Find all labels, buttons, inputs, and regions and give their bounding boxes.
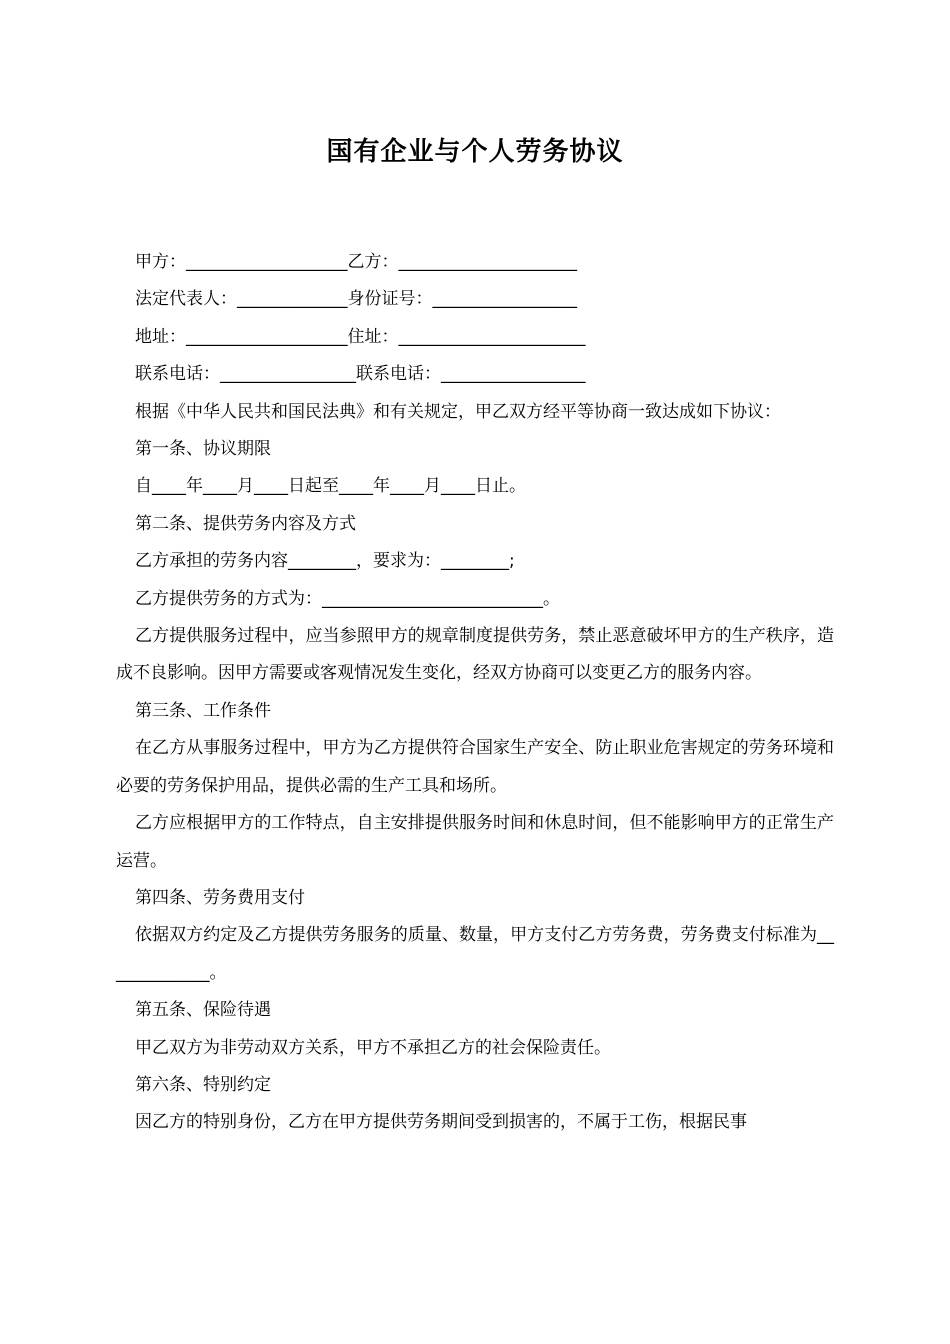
article-5-insurance: 甲乙双方为非劳动双方关系，甲方不承担乙方的社会保险责任。	[135, 1037, 611, 1058]
address-line: 地址：___________________住址：______________________	[135, 326, 586, 347]
article-5-heading: 第五条、保险待遇	[135, 1000, 271, 1021]
article-4-payment: 依据双方约定及乙方提供劳务服务的质量、数量，甲方支付乙方劳务费，劳务费支付标准为_____________。	[116, 925, 834, 983]
article-6-heading: 第六条、特别约定	[135, 1074, 271, 1095]
article-2-rules: 乙方提供服务过程中，应当参照甲方的规章制度提供劳务，禁止恶意破坏甲方的生产秩序，造成不良影响。因甲方需要或客观情况发生变化，经双方协商可以变更乙方的服务内容。	[116, 626, 834, 684]
representative-id-line: 法定代表人：_____________身份证号：_________________	[135, 289, 577, 310]
article-2-heading: 第二条、提供劳务内容及方式	[135, 513, 356, 534]
article-6-special: 因乙方的特别身份，乙方在甲方提供劳务期间受到损害的，不属于工伤，根据民事	[135, 1112, 747, 1133]
article-2-method: 乙方提供劳务的方式为：__________________________。	[135, 588, 560, 609]
article-1-heading: 第一条、协议期限	[135, 439, 271, 460]
phone-line: 联系电话：________________联系电话：_________________	[135, 364, 586, 385]
document-title: 国有企业与个人劳务协议	[326, 137, 624, 167]
article-3-schedule: 乙方应根据甲方的工作特点，自主安排提供服务时间和休息时间，但不能影响甲方的正常生产运营。	[116, 813, 834, 871]
article-3-heading: 第三条、工作条件	[135, 700, 271, 721]
party-a-b-line: 甲方：___________________乙方：_____________________	[135, 252, 577, 272]
article-3-environment: 在乙方从事服务过程中，甲方为乙方提供符合国家生产安全、防止职业危害规定的劳务环境和必要的劳务保护用品，提供必需的生产工具和场所。	[116, 738, 834, 796]
article-1-term: 自____年____月____日起至____年____月____日止。	[135, 476, 526, 497]
document-body	[116, 244, 834, 1142]
article-4-heading: 第四条、劳务费用支付	[135, 887, 305, 908]
article-2-content: 乙方承担的劳务内容________，要求为：________;	[135, 551, 515, 572]
preamble-paragraph: 根据《中华人民共和国民法典》和有关规定，甲乙双方经平等协商一致达成如下协议：	[135, 401, 781, 422]
